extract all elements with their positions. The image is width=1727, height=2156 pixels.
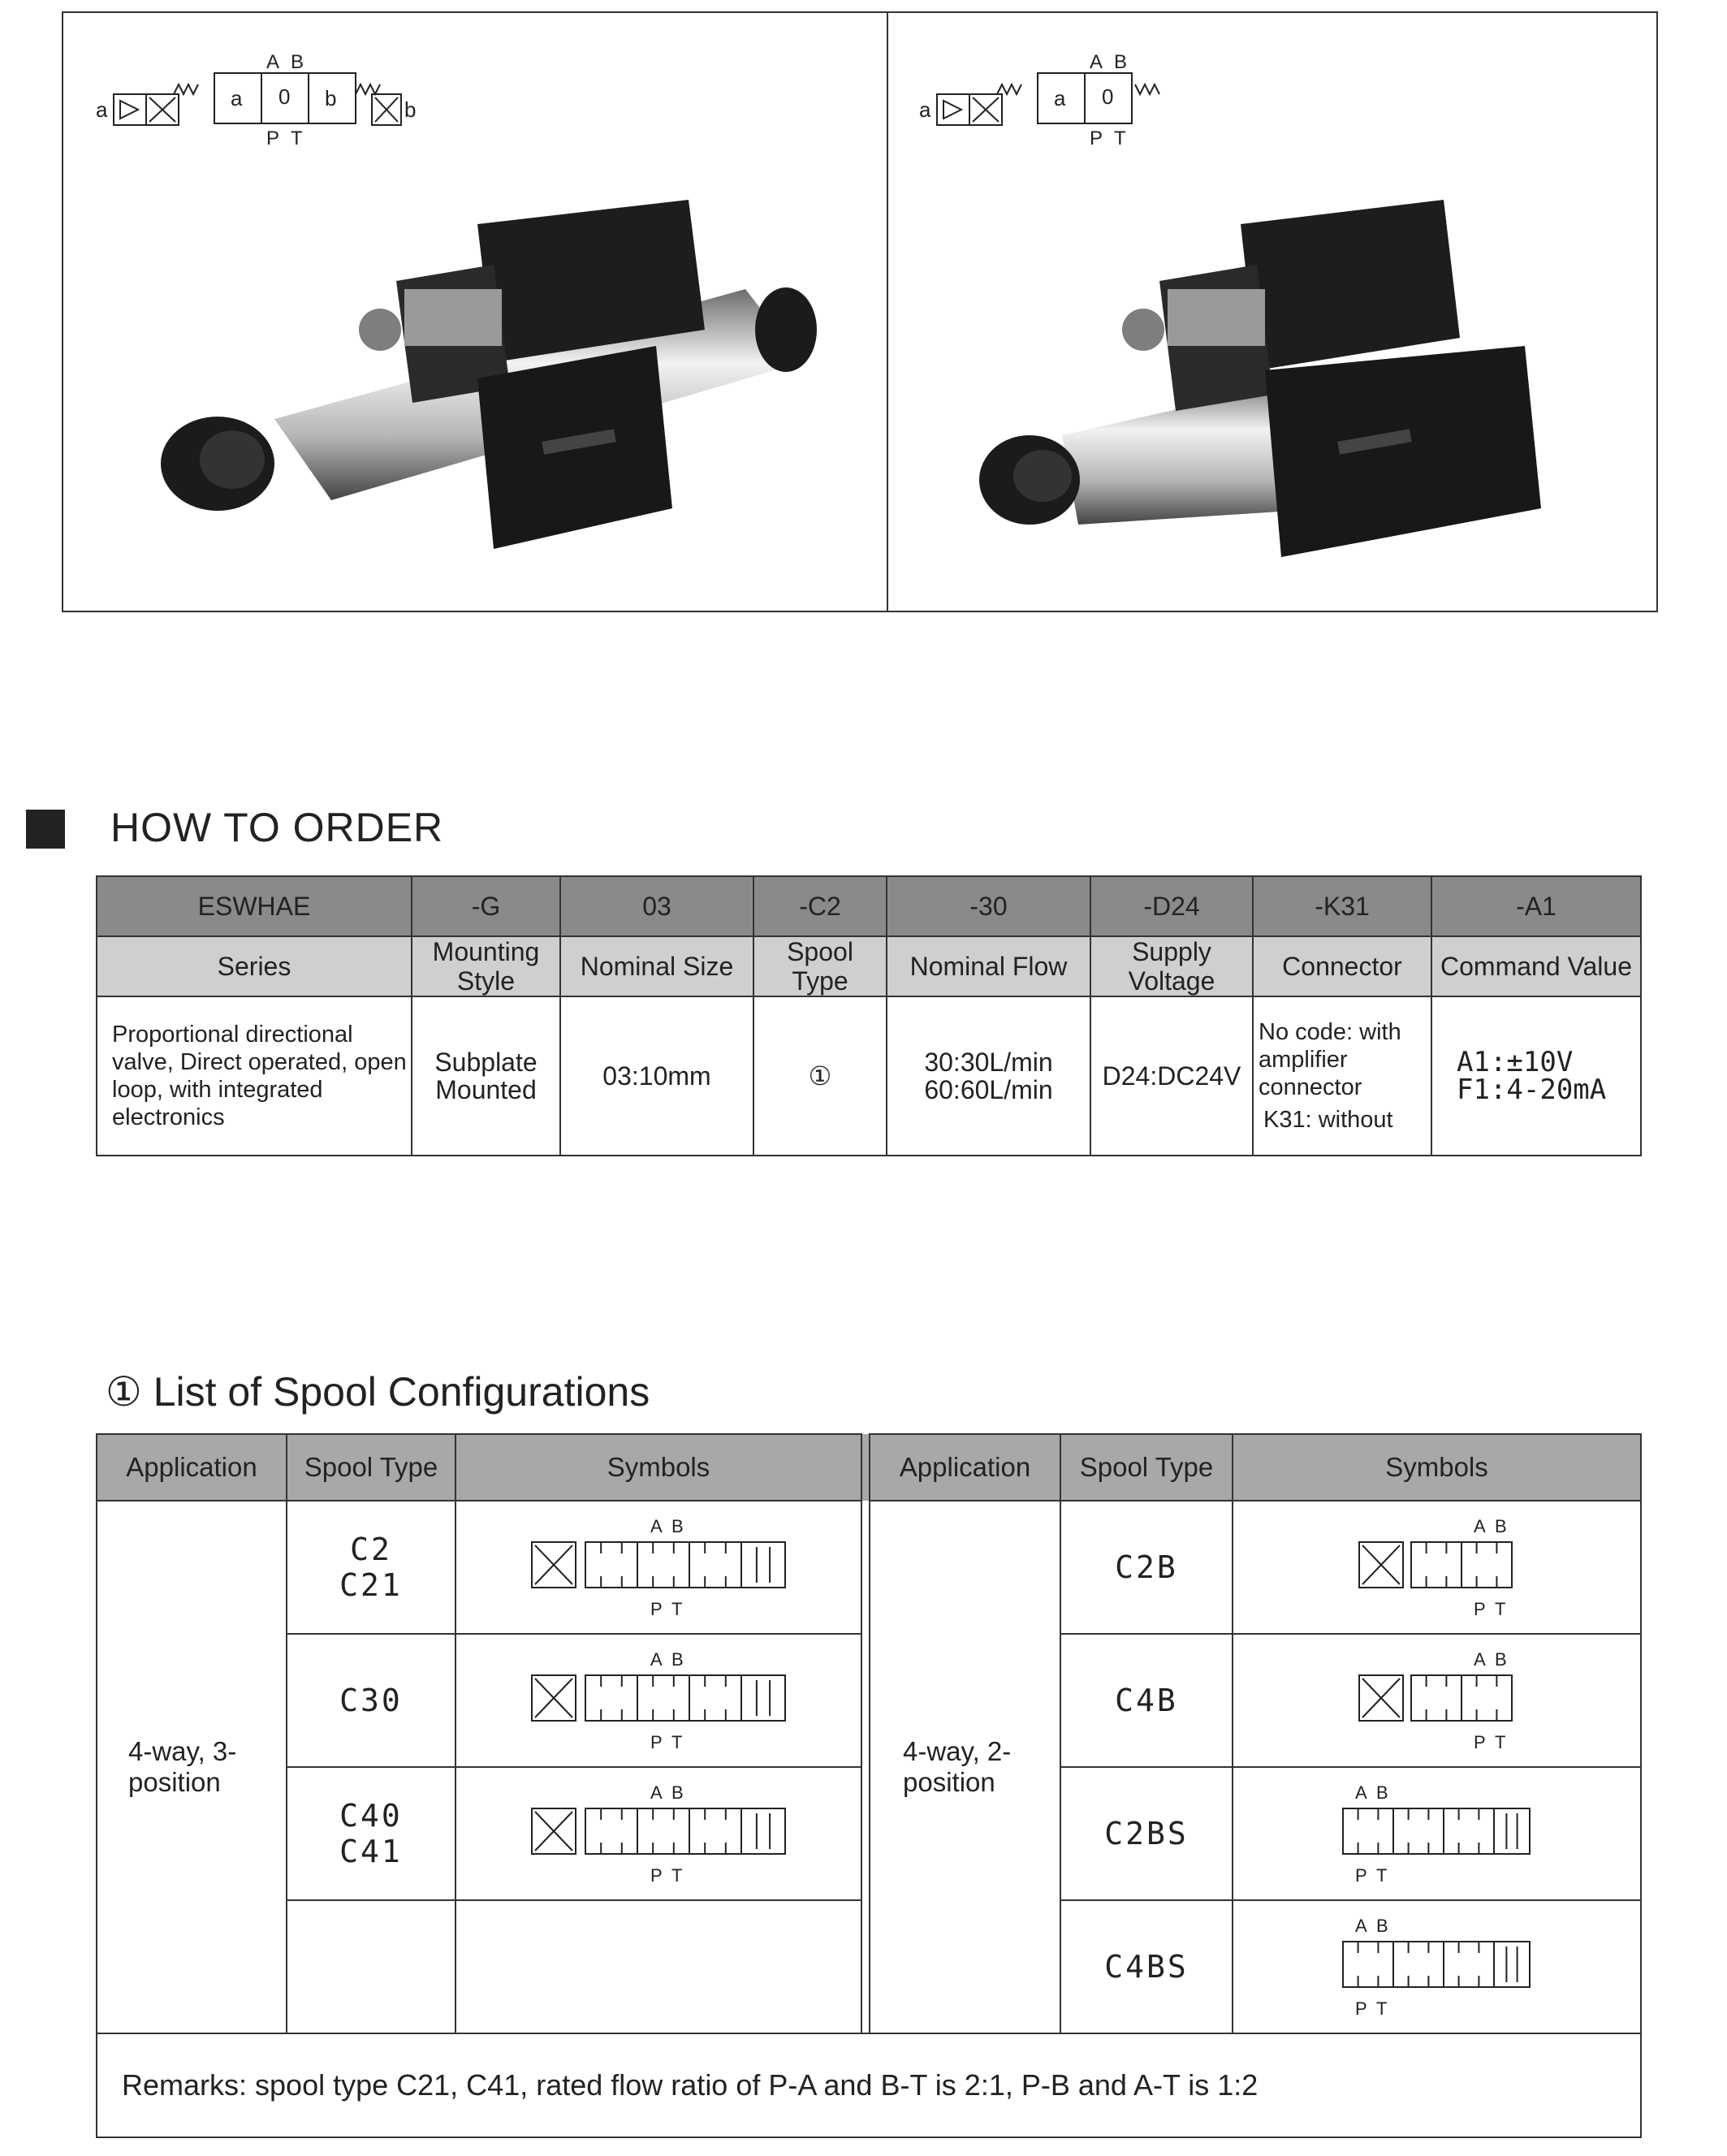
header-spool-type-left: Spool Type: [287, 1434, 455, 1501]
table-gap: [861, 1900, 870, 2033]
symbol-cell: [455, 1501, 861, 1634]
port-b-label: B: [1494, 1516, 1507, 1536]
desc-connector-default: No code: with amplifier connector: [1259, 1019, 1401, 1100]
label-voltage: Supply Voltage: [1090, 936, 1253, 996]
port-t-label: T: [671, 1599, 683, 1619]
spool-row: [97, 1501, 1641, 1634]
code-size: 03: [560, 876, 753, 936]
port-p-label: P: [1354, 1865, 1367, 1886]
spool-code-empty: [287, 1900, 455, 2033]
symbol-side-a: a: [919, 97, 931, 122]
port-a-label: A: [650, 1649, 663, 1670]
remark-text: Remarks: spool type C21, C41, rated flow ratio of P-A and B-T is 2:1, P-B and A-T is 1:2: [97, 2033, 1641, 2137]
symbol-side-a: a: [96, 97, 108, 122]
port-b-label: B: [671, 1649, 684, 1670]
symbol-box-a: a: [231, 86, 243, 110]
header-symbols-right: Symbols: [1233, 1434, 1641, 1501]
spool-symbol-c30: [529, 1648, 788, 1753]
table-gap: [861, 1501, 870, 1634]
desc-flow: [887, 996, 1090, 1156]
spool-header-row: [97, 1434, 1641, 1501]
spool-code-c30: C30: [287, 1634, 455, 1767]
port-a-label: A: [1354, 1782, 1367, 1803]
symbol-cell: [1233, 1767, 1641, 1900]
port-p-label: P: [1473, 1732, 1486, 1752]
order-code-row: [97, 876, 1641, 936]
order-label-row: [97, 936, 1641, 996]
port-a-label: A: [1473, 1649, 1486, 1670]
header-symbols-left: Symbols: [455, 1434, 861, 1501]
spool-code: C40: [339, 1798, 403, 1834]
section-marker: [26, 810, 65, 849]
code-voltage: -D24: [1090, 876, 1253, 936]
port-a-label: A: [650, 1782, 663, 1803]
port-b-label: B: [671, 1516, 684, 1536]
spool-code-c40: [287, 1767, 455, 1900]
spool-row: [97, 1767, 1641, 1900]
header-application-left: Application: [97, 1434, 287, 1501]
spool-code-c2bs: C2BS: [1060, 1767, 1233, 1900]
symbol-cell: [1233, 1900, 1641, 2033]
symbol-box-b: b: [325, 86, 337, 110]
spool-code-c4b: C4B: [1060, 1634, 1233, 1767]
spool-symbol-c4bs: [1340, 1914, 1535, 2020]
spool-config-table: [96, 1433, 1642, 2138]
spool-symbol-c40: [529, 1781, 788, 1886]
label-spool: Spool Type: [753, 936, 887, 996]
symbol-port-p: P: [266, 127, 280, 149]
table-gap: [861, 1767, 870, 1900]
order-code-table: [96, 875, 1642, 1156]
spool-code: C41: [339, 1834, 403, 1869]
spool-code-c4bs: C4BS: [1060, 1900, 1233, 2033]
spool-row: [97, 1900, 1641, 2033]
code-mounting: -G: [412, 876, 560, 936]
port-t-label: T: [671, 1732, 683, 1752]
label-size: Nominal Size: [560, 936, 753, 996]
port-p-label: P: [1354, 1998, 1367, 2019]
desc-connector-k31: K31: without: [1263, 1107, 1393, 1133]
valve-symbol-left: [93, 37, 450, 151]
port-t-label: T: [1494, 1732, 1505, 1752]
port-b-label: B: [1375, 1782, 1388, 1803]
desc-series: Proportional directional valve, Direct operated, open loop, with integrated electronics: [97, 996, 412, 1156]
desc-mounting: Subplate Mounted: [412, 996, 560, 1156]
port-t-label: T: [1375, 1865, 1387, 1886]
valve-photo-left: [136, 167, 867, 590]
symbol-port-b: B: [1114, 51, 1128, 73]
code-command: -A1: [1431, 876, 1641, 936]
desc-connector: [1253, 996, 1431, 1156]
symbol-box-a: a: [1054, 86, 1066, 110]
port-b-label: B: [1375, 1916, 1388, 1936]
port-p-label: P: [1473, 1599, 1486, 1619]
spool-row: [97, 1634, 1641, 1767]
valve-symbol-right: [916, 37, 1176, 151]
symbol-box-0: 0: [1102, 84, 1114, 109]
code-connector: -K31: [1253, 876, 1431, 936]
spool-code: C2: [350, 1532, 392, 1567]
spool-code-c2b: C2B: [1060, 1501, 1233, 1634]
remark-row: [97, 2033, 1641, 2137]
photo-divider: [887, 13, 888, 611]
port-a-label: A: [650, 1516, 663, 1536]
port-t-label: T: [1375, 1998, 1387, 2019]
symbol-port-a: A: [1090, 51, 1103, 73]
port-b-label: B: [671, 1782, 684, 1803]
label-connector: Connector: [1253, 936, 1431, 996]
order-description-row: [97, 996, 1641, 1156]
port-a-label: A: [1354, 1916, 1367, 1936]
desc-voltage: D24:DC24V: [1090, 996, 1253, 1156]
desc-flow-60: 60:60L/min: [924, 1075, 1053, 1104]
valve-photo-right: [973, 167, 1622, 590]
desc-command: [1431, 996, 1641, 1156]
port-p-label: P: [650, 1599, 663, 1619]
symbol-port-t: T: [291, 127, 303, 149]
spool-symbol-c2b: [1356, 1514, 1518, 1620]
port-a-label: A: [1473, 1516, 1486, 1536]
code-flow: -30: [887, 876, 1090, 936]
table-gap: [861, 1434, 870, 1501]
code-series: ESWHAE: [97, 876, 412, 936]
symbol-cell: [1233, 1501, 1641, 1634]
application-3-position: 4-way, 3-position: [97, 1501, 287, 2033]
symbol-port-b: B: [291, 51, 304, 73]
spool-symbol-c4b: [1356, 1648, 1518, 1753]
table-gap: [861, 1634, 870, 1767]
header-spool-type-right: Spool Type: [1060, 1434, 1233, 1501]
spool-list-title: ① List of Spool Configurations: [106, 1369, 650, 1415]
symbol-cell: [1233, 1634, 1641, 1767]
label-mounting: Mounting Style: [412, 936, 560, 996]
port-t-label: T: [671, 1865, 683, 1886]
symbol-port-t: T: [1114, 127, 1126, 149]
desc-flow-30: 30:30L/min: [924, 1048, 1053, 1077]
port-t-label: T: [1494, 1599, 1505, 1619]
symbol-cell: [455, 1767, 861, 1900]
desc-command-a1: A1:±10V: [1457, 1046, 1574, 1078]
symbol-box-0: 0: [278, 84, 291, 109]
symbol-side-b: b: [404, 97, 417, 122]
symbol-cell-empty: [455, 1900, 861, 2033]
port-b-label: B: [1494, 1649, 1507, 1670]
header-application-right: Application: [870, 1434, 1060, 1501]
product-photo-panel: [62, 11, 1658, 612]
port-p-label: P: [650, 1732, 663, 1752]
spool-symbol-c2bs: [1340, 1781, 1535, 1886]
desc-command-f1: F1:4-20mA: [1457, 1074, 1607, 1106]
spool-symbol-c2: [529, 1514, 788, 1620]
label-command: Command Value: [1431, 936, 1641, 996]
application-2-position: 4-way, 2-position: [870, 1501, 1060, 2033]
code-spool: -C2: [753, 876, 887, 936]
spool-code-c2: [287, 1501, 455, 1634]
spool-code: C21: [339, 1567, 403, 1603]
symbol-port-a: A: [266, 51, 280, 73]
label-series: Series: [97, 936, 412, 996]
label-flow: Nominal Flow: [887, 936, 1090, 996]
symbol-port-p: P: [1090, 127, 1103, 149]
desc-spool: ①: [753, 996, 887, 1156]
desc-size: 03:10mm: [560, 996, 753, 1156]
symbol-cell: [455, 1634, 861, 1767]
port-p-label: P: [650, 1865, 663, 1886]
how-to-order-title: HOW TO ORDER: [110, 805, 444, 850]
